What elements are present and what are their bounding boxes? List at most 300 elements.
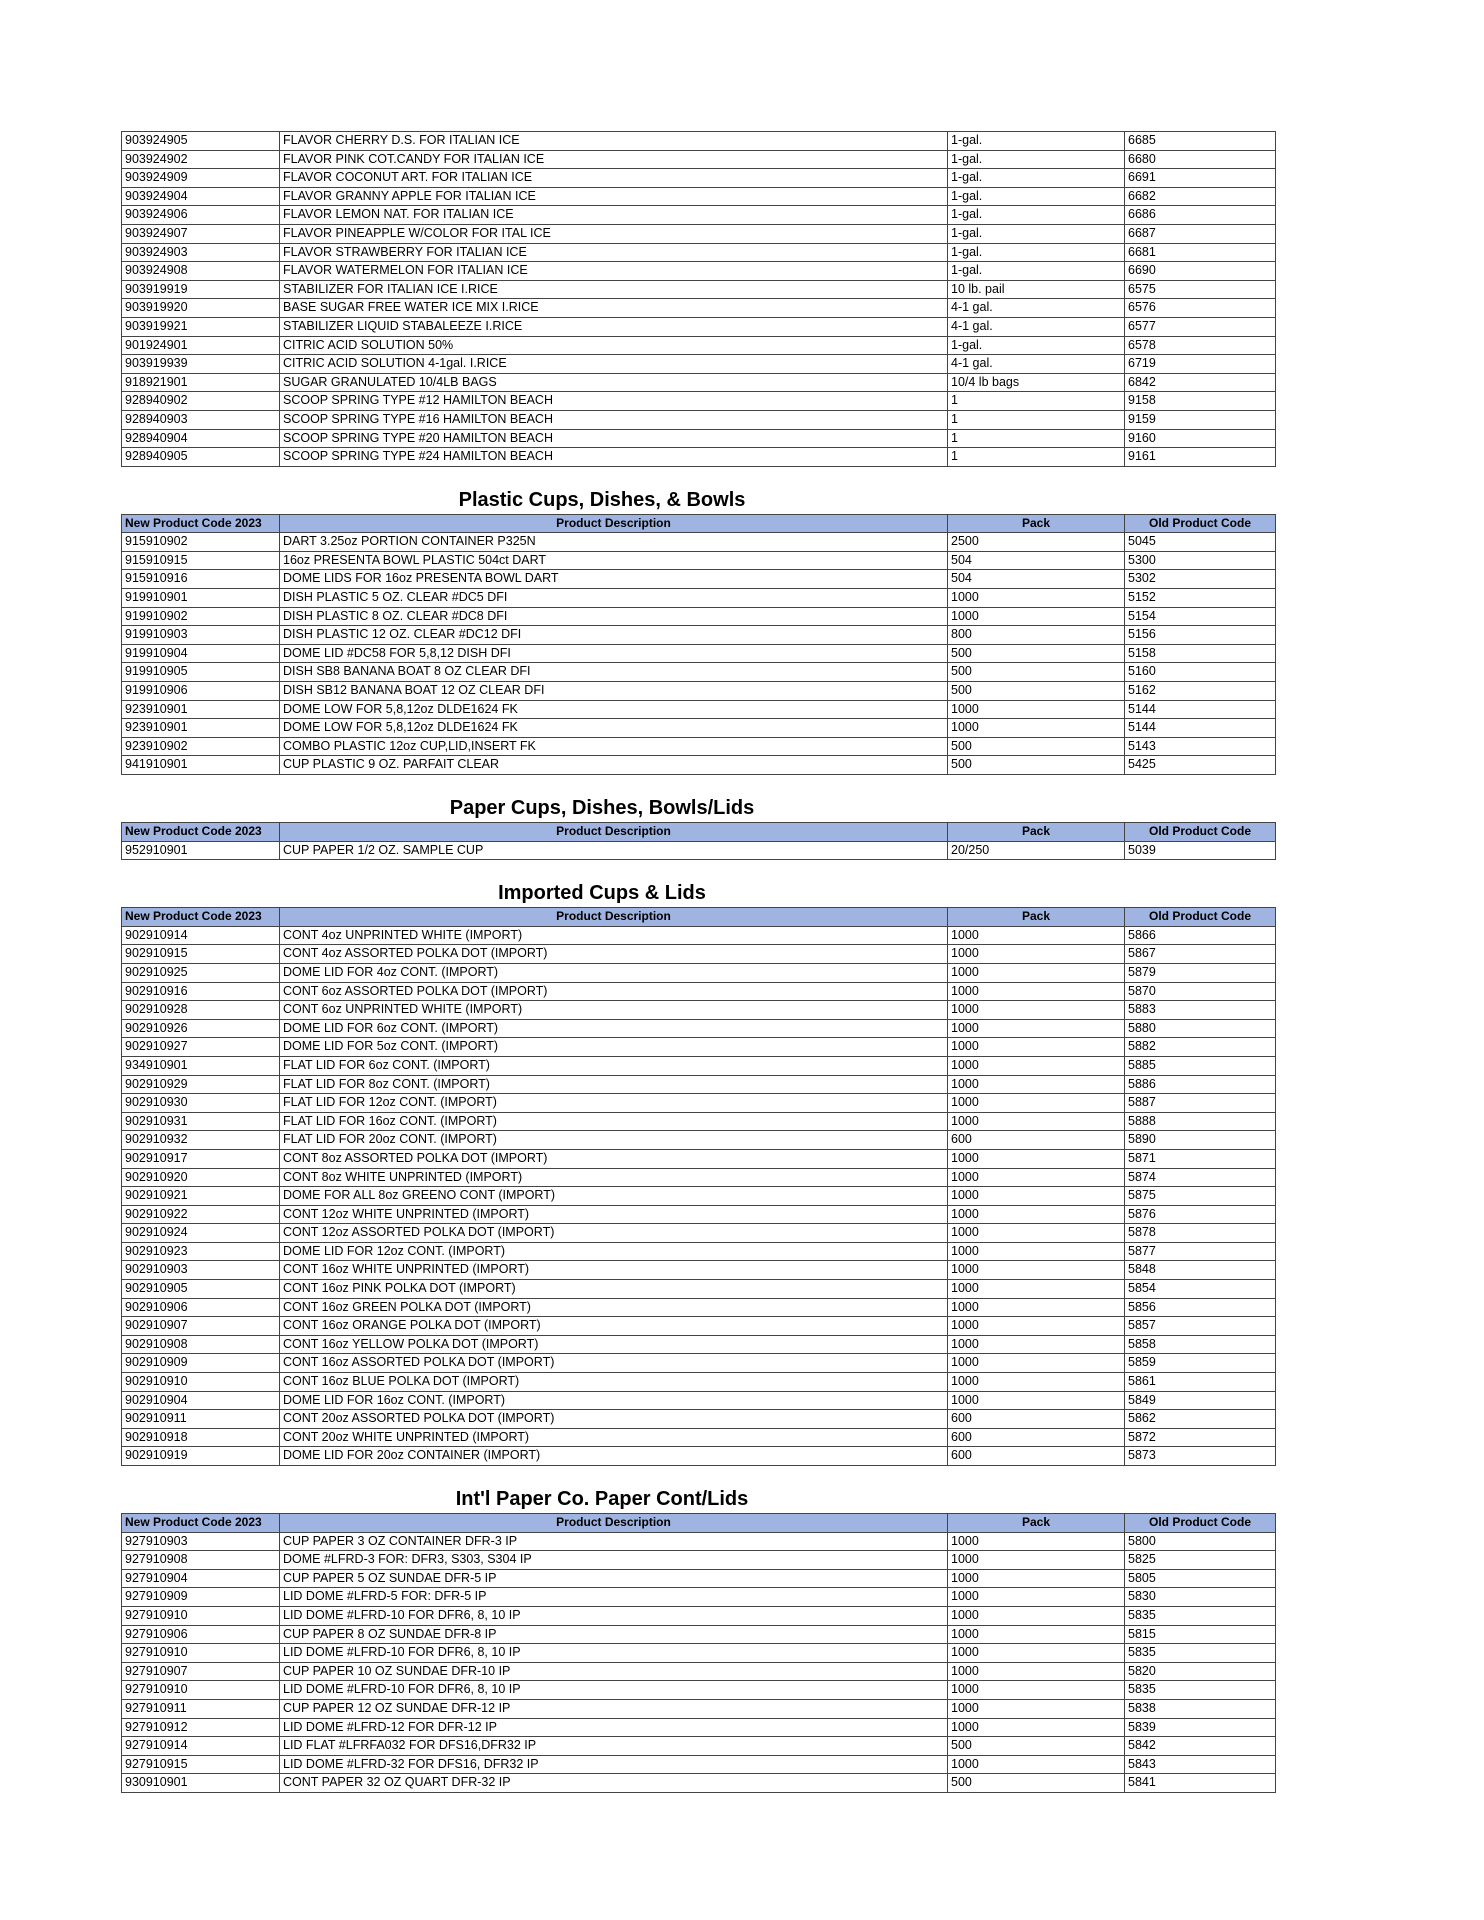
table-row <box>122 1681 1276 1700</box>
pack-cell: 1000 <box>948 607 1125 626</box>
product-description-cell: DISH PLASTIC 8 OZ. CLEAR #DC8 DFI <box>280 607 948 626</box>
new-product-code-cell: 919910905 <box>122 663 280 682</box>
product-description-cell: CONT 8oz WHITE UNPRINTED (IMPORT) <box>280 1168 948 1187</box>
pack-cell: 1000 <box>948 1149 1125 1168</box>
new-product-code-cell: 902910920 <box>122 1168 280 1187</box>
new-product-code-cell: 902910932 <box>122 1131 280 1150</box>
old-product-code-cell: 5858 <box>1125 1335 1276 1354</box>
pack-cell: 1000 <box>948 1625 1125 1644</box>
table-row <box>122 1280 1276 1299</box>
table-row <box>122 982 1276 1001</box>
table-row <box>122 963 1276 982</box>
table-row <box>122 1094 1276 1113</box>
product-table <box>121 131 1276 467</box>
pack-cell: 500 <box>948 737 1125 756</box>
pack-cell: 1000 <box>948 1298 1125 1317</box>
product-description-cell: CONT 20oz WHITE UNPRINTED (IMPORT) <box>280 1428 948 1447</box>
new-product-code-cell: 919910904 <box>122 644 280 663</box>
old-product-code-cell: 5156 <box>1125 626 1276 645</box>
product-description-cell: CONT 6oz ASSORTED POLKA DOT (IMPORT) <box>280 982 948 1001</box>
product-description-cell: STABILIZER FOR ITALIAN ICE I.RICE <box>280 280 948 299</box>
product-description-cell: DOME #LFRD-3 FOR: DFR3, S303, S304 IP <box>280 1551 948 1570</box>
table-row <box>122 355 1276 374</box>
table-row <box>122 1718 1276 1737</box>
table-row <box>122 1588 1276 1607</box>
new-product-code-cell: 903924908 <box>122 262 280 281</box>
table-row <box>122 1569 1276 1588</box>
new-product-code-cell: 902910919 <box>122 1447 280 1466</box>
header-pack: Pack <box>948 908 1125 927</box>
new-product-code-cell: 903924909 <box>122 169 280 188</box>
old-product-code-cell: 5425 <box>1125 756 1276 775</box>
header-new-product-code: New Product Code 2023 <box>122 1514 280 1533</box>
product-description-cell: FLAT LID FOR 12oz CONT. (IMPORT) <box>280 1094 948 1113</box>
table-row <box>122 1242 1276 1261</box>
product-description-cell: DOME LID #DC58 FOR 5,8,12 DISH DFI <box>280 644 948 663</box>
pack-cell: 1000 <box>948 1718 1125 1737</box>
new-product-code-cell: 923910901 <box>122 700 280 719</box>
pack-cell: 1-gal. <box>948 187 1125 206</box>
new-product-code-cell: 902910905 <box>122 1280 280 1299</box>
product-description-cell: DISH SB8 BANANA BOAT 8 OZ CLEAR DFI <box>280 663 948 682</box>
table-row <box>122 280 1276 299</box>
old-product-code-cell: 6842 <box>1125 373 1276 392</box>
table-row <box>122 1112 1276 1131</box>
old-product-code-cell: 6575 <box>1125 280 1276 299</box>
pack-cell: 1000 <box>948 1168 1125 1187</box>
product-description-cell: FLAVOR LEMON NAT. FOR ITALIAN ICE <box>280 206 948 225</box>
new-product-code-cell: 952910901 <box>122 841 280 860</box>
old-product-code-cell: 6578 <box>1125 336 1276 355</box>
old-product-code-cell: 5874 <box>1125 1168 1276 1187</box>
new-product-code-cell: 902910918 <box>122 1428 280 1447</box>
pack-cell: 1000 <box>948 926 1125 945</box>
pack-cell: 1000 <box>948 1755 1125 1774</box>
table-header-row <box>122 823 1276 842</box>
product-description-cell: CONT 16oz BLUE POLKA DOT (IMPORT) <box>280 1373 948 1392</box>
new-product-code-cell: 902910923 <box>122 1242 280 1261</box>
new-product-code-cell: 903924902 <box>122 150 280 169</box>
pack-cell: 1-gal. <box>948 243 1125 262</box>
old-product-code-cell: 5143 <box>1125 737 1276 756</box>
product-description-cell: SUGAR GRANULATED 10/4LB BAGS <box>280 373 948 392</box>
header-new-product-code: New Product Code 2023 <box>122 823 280 842</box>
pack-cell: 1000 <box>948 1551 1125 1570</box>
pack-cell: 1000 <box>948 1681 1125 1700</box>
product-description-cell: CONT 16oz ASSORTED POLKA DOT (IMPORT) <box>280 1354 948 1373</box>
product-table <box>121 907 1276 1466</box>
new-product-code-cell: 903924905 <box>122 132 280 151</box>
table-row <box>122 1019 1276 1038</box>
new-product-code-cell: 927910906 <box>122 1625 280 1644</box>
table-row <box>122 224 1276 243</box>
old-product-code-cell: 5830 <box>1125 1588 1276 1607</box>
old-product-code-cell: 5890 <box>1125 1131 1276 1150</box>
old-product-code-cell: 5877 <box>1125 1242 1276 1261</box>
new-product-code-cell: 919910906 <box>122 682 280 701</box>
new-product-code-cell: 902910925 <box>122 963 280 982</box>
table-header-row <box>122 1514 1276 1533</box>
pack-cell: 1-gal. <box>948 206 1125 225</box>
old-product-code-cell: 5805 <box>1125 1569 1276 1588</box>
old-product-code-cell: 6690 <box>1125 262 1276 281</box>
table-row <box>122 317 1276 336</box>
old-product-code-cell: 5856 <box>1125 1298 1276 1317</box>
new-product-code-cell: 915910902 <box>122 533 280 552</box>
old-product-code-cell: 5888 <box>1125 1112 1276 1131</box>
product-description-cell: CITRIC ACID SOLUTION 50% <box>280 336 948 355</box>
new-product-code-cell: 923910902 <box>122 737 280 756</box>
old-product-code-cell: 5835 <box>1125 1681 1276 1700</box>
table-row <box>122 1001 1276 1020</box>
product-description-cell: DOME LID FOR 5oz CONT. (IMPORT) <box>280 1038 948 1057</box>
header-old-product-code: Old Product Code <box>1125 823 1276 842</box>
table-row <box>122 551 1276 570</box>
new-product-code-cell: 902910926 <box>122 1019 280 1038</box>
product-table <box>121 514 1276 775</box>
old-product-code-cell: 6680 <box>1125 150 1276 169</box>
product-description-cell: 16oz PRESENTA BOWL PLASTIC 504ct DART <box>280 551 948 570</box>
product-description-cell: CUP PAPER 3 OZ CONTAINER DFR-3 IP <box>280 1532 948 1551</box>
table-row <box>122 206 1276 225</box>
pack-cell: 1000 <box>948 1094 1125 1113</box>
table-row <box>122 1625 1276 1644</box>
table-row <box>122 299 1276 318</box>
new-product-code-cell: 903924907 <box>122 224 280 243</box>
old-product-code-cell: 6576 <box>1125 299 1276 318</box>
pack-cell: 1000 <box>948 1224 1125 1243</box>
header-old-product-code: Old Product Code <box>1125 514 1276 533</box>
product-description-cell: DISH PLASTIC 12 OZ. CLEAR #DC12 DFI <box>280 626 948 645</box>
pack-cell: 2500 <box>948 533 1125 552</box>
product-description-cell: BASE SUGAR FREE WATER ICE MIX I.RICE <box>280 299 948 318</box>
old-product-code-cell: 5872 <box>1125 1428 1276 1447</box>
old-product-code-cell: 6685 <box>1125 132 1276 151</box>
old-product-code-cell: 5843 <box>1125 1755 1276 1774</box>
product-description-cell: FLAVOR STRAWBERRY FOR ITALIAN ICE <box>280 243 948 262</box>
product-description-cell: CUP PAPER 8 OZ SUNDAE DFR-8 IP <box>280 1625 948 1644</box>
old-product-code-cell: 5300 <box>1125 551 1276 570</box>
new-product-code-cell: 902910929 <box>122 1075 280 1094</box>
table-row <box>122 392 1276 411</box>
product-description-cell: CONT 8oz ASSORTED POLKA DOT (IMPORT) <box>280 1149 948 1168</box>
pack-cell: 1000 <box>948 700 1125 719</box>
pack-cell: 800 <box>948 626 1125 645</box>
header-old-product-code: Old Product Code <box>1125 1514 1276 1533</box>
pack-cell: 20/250 <box>948 841 1125 860</box>
header-pack: Pack <box>948 1514 1125 1533</box>
table-row <box>122 336 1276 355</box>
old-product-code-cell: 5857 <box>1125 1317 1276 1336</box>
table-row <box>122 841 1276 860</box>
old-product-code-cell: 6687 <box>1125 224 1276 243</box>
product-description-cell: DOME LOW FOR 5,8,12oz DLDE1624 FK <box>280 700 948 719</box>
pack-cell: 1000 <box>948 1187 1125 1206</box>
product-description-cell: DISH SB12 BANANA BOAT 12 OZ CLEAR DFI <box>280 682 948 701</box>
product-description-cell: SCOOP SPRING TYPE #12 HAMILTON BEACH <box>280 392 948 411</box>
old-product-code-cell: 6691 <box>1125 169 1276 188</box>
old-product-code-cell: 5879 <box>1125 963 1276 982</box>
old-product-code-cell: 5886 <box>1125 1075 1276 1094</box>
new-product-code-cell: 927910910 <box>122 1606 280 1625</box>
product-description-cell: FLAT LID FOR 16oz CONT. (IMPORT) <box>280 1112 948 1131</box>
table-row <box>122 187 1276 206</box>
pack-cell: 1-gal. <box>948 262 1125 281</box>
pack-cell: 4-1 gal. <box>948 317 1125 336</box>
new-product-code-cell: 902910903 <box>122 1261 280 1280</box>
table-row <box>122 1335 1276 1354</box>
pack-cell: 1000 <box>948 1261 1125 1280</box>
product-table <box>121 1513 1276 1793</box>
product-description-cell: DOME LID FOR 4oz CONT. (IMPORT) <box>280 963 948 982</box>
pack-cell: 4-1 gal. <box>948 355 1125 374</box>
new-product-code-cell: 902910922 <box>122 1205 280 1224</box>
new-product-code-cell: 902910928 <box>122 1001 280 1020</box>
product-description-cell: COMBO PLASTIC 12oz CUP,LID,INSERT FK <box>280 737 948 756</box>
new-product-code-cell: 919910902 <box>122 607 280 626</box>
product-description-cell: CONT 12oz WHITE UNPRINTED (IMPORT) <box>280 1205 948 1224</box>
old-product-code-cell: 5815 <box>1125 1625 1276 1644</box>
pack-cell: 500 <box>948 756 1125 775</box>
new-product-code-cell: 928940903 <box>122 410 280 429</box>
pack-cell: 4-1 gal. <box>948 299 1125 318</box>
pack-cell: 500 <box>948 644 1125 663</box>
product-description-cell: FLAVOR COCONUT ART. FOR ITALIAN ICE <box>280 169 948 188</box>
table-row <box>122 644 1276 663</box>
old-product-code-cell: 5839 <box>1125 1718 1276 1737</box>
product-description-cell: CONT 4oz UNPRINTED WHITE (IMPORT) <box>280 926 948 945</box>
pack-cell: 500 <box>948 1737 1125 1756</box>
old-product-code-cell: 5849 <box>1125 1391 1276 1410</box>
table-row <box>122 169 1276 188</box>
new-product-code-cell: 915910916 <box>122 570 280 589</box>
table-row <box>122 1662 1276 1681</box>
header-old-product-code: Old Product Code <box>1125 908 1276 927</box>
old-product-code-cell: 5848 <box>1125 1261 1276 1280</box>
old-product-code-cell: 5867 <box>1125 945 1276 964</box>
old-product-code-cell: 5862 <box>1125 1410 1276 1429</box>
header-new-product-code: New Product Code 2023 <box>122 514 280 533</box>
table-row <box>122 1551 1276 1570</box>
old-product-code-cell: 5039 <box>1125 841 1276 860</box>
header-new-product-code: New Product Code 2023 <box>122 908 280 927</box>
product-description-cell: STABILIZER LIQUID STABALEEZE I.RICE <box>280 317 948 336</box>
table-row <box>122 262 1276 281</box>
new-product-code-cell: 903924904 <box>122 187 280 206</box>
new-product-code-cell: 903924906 <box>122 206 280 225</box>
new-product-code-cell: 902910927 <box>122 1038 280 1057</box>
pack-cell: 1-gal. <box>948 132 1125 151</box>
table-row <box>122 945 1276 964</box>
table-row <box>122 570 1276 589</box>
new-product-code-cell: 902910924 <box>122 1224 280 1243</box>
table-row <box>122 719 1276 738</box>
new-product-code-cell: 902910907 <box>122 1317 280 1336</box>
product-description-cell: FLAVOR PINEAPPLE W/COLOR FOR ITAL ICE <box>280 224 948 243</box>
product-description-cell: CUP PLASTIC 9 OZ. PARFAIT CLEAR <box>280 756 948 775</box>
product-description-cell: CONT 6oz UNPRINTED WHITE (IMPORT) <box>280 1001 948 1020</box>
pack-cell: 1 <box>948 410 1125 429</box>
old-product-code-cell: 6681 <box>1125 243 1276 262</box>
product-description-cell: CUP PAPER 10 OZ SUNDAE DFR-10 IP <box>280 1662 948 1681</box>
new-product-code-cell: 903924903 <box>122 243 280 262</box>
old-product-code-cell: 5144 <box>1125 719 1276 738</box>
table-row <box>122 1373 1276 1392</box>
pack-cell: 10/4 lb bags <box>948 373 1125 392</box>
pack-cell: 1000 <box>948 1019 1125 1038</box>
old-product-code-cell: 5154 <box>1125 607 1276 626</box>
new-product-code-cell: 902910921 <box>122 1187 280 1206</box>
pack-cell: 1000 <box>948 1056 1125 1075</box>
product-description-cell: DOME LID FOR 20oz CONTAINER (IMPORT) <box>280 1447 948 1466</box>
product-description-cell: FLAT LID FOR 6oz CONT. (IMPORT) <box>280 1056 948 1075</box>
pack-cell: 1-gal. <box>948 150 1125 169</box>
old-product-code-cell: 6577 <box>1125 317 1276 336</box>
table-row <box>122 1038 1276 1057</box>
old-product-code-cell: 5873 <box>1125 1447 1276 1466</box>
new-product-code-cell: 902910911 <box>122 1410 280 1429</box>
old-product-code-cell: 5842 <box>1125 1737 1276 1756</box>
old-product-code-cell: 5883 <box>1125 1001 1276 1020</box>
new-product-code-cell: 930910901 <box>122 1774 280 1793</box>
header-pack: Pack <box>948 514 1125 533</box>
new-product-code-cell: 902910904 <box>122 1391 280 1410</box>
old-product-code-cell: 9159 <box>1125 410 1276 429</box>
pack-cell: 1000 <box>948 589 1125 608</box>
new-product-code-cell: 919910901 <box>122 589 280 608</box>
new-product-code-cell: 927910904 <box>122 1569 280 1588</box>
old-product-code-cell: 5859 <box>1125 1354 1276 1373</box>
pack-cell: 1000 <box>948 1532 1125 1551</box>
product-description-cell: DOME LID FOR 16oz CONT. (IMPORT) <box>280 1391 948 1410</box>
pack-cell: 600 <box>948 1131 1125 1150</box>
header-product-description: Product Description <box>280 823 948 842</box>
product-description-cell: SCOOP SPRING TYPE #16 HAMILTON BEACH <box>280 410 948 429</box>
new-product-code-cell: 927910907 <box>122 1662 280 1681</box>
old-product-code-cell: 5162 <box>1125 682 1276 701</box>
table-row <box>122 1205 1276 1224</box>
old-product-code-cell: 5870 <box>1125 982 1276 1001</box>
table-row <box>122 1410 1276 1429</box>
header-product-description: Product Description <box>280 514 948 533</box>
pack-cell: 1000 <box>948 1335 1125 1354</box>
pack-cell: 1000 <box>948 945 1125 964</box>
pack-cell: 1000 <box>948 1644 1125 1663</box>
product-description-cell: FLAVOR PINK COT.CANDY FOR ITALIAN ICE <box>280 150 948 169</box>
new-product-code-cell: 919910903 <box>122 626 280 645</box>
table-row <box>122 373 1276 392</box>
old-product-code-cell: 5878 <box>1125 1224 1276 1243</box>
pack-cell: 1 <box>948 392 1125 411</box>
old-product-code-cell: 5045 <box>1125 533 1276 552</box>
product-description-cell: CONT 20oz ASSORTED POLKA DOT (IMPORT) <box>280 1410 948 1429</box>
product-description-cell: CONT 16oz ORANGE POLKA DOT (IMPORT) <box>280 1317 948 1336</box>
old-product-code-cell: 5152 <box>1125 589 1276 608</box>
new-product-code-cell: 903919920 <box>122 299 280 318</box>
old-product-code-cell: 5880 <box>1125 1019 1276 1038</box>
new-product-code-cell: 927910914 <box>122 1737 280 1756</box>
product-description-cell: LID DOME #LFRD-5 FOR: DFR-5 IP <box>280 1588 948 1607</box>
pack-cell: 1000 <box>948 1391 1125 1410</box>
table-row <box>122 1056 1276 1075</box>
new-product-code-cell: 928940904 <box>122 429 280 448</box>
table-row <box>122 1755 1276 1774</box>
old-product-code-cell: 5800 <box>1125 1532 1276 1551</box>
product-description-cell: SCOOP SPRING TYPE #20 HAMILTON BEACH <box>280 429 948 448</box>
table-row <box>122 589 1276 608</box>
table-row <box>122 1317 1276 1336</box>
table-row <box>122 1298 1276 1317</box>
product-description-cell: LID DOME #LFRD-10 FOR DFR6, 8, 10 IP <box>280 1644 948 1663</box>
table-row <box>122 243 1276 262</box>
product-description-cell: FLAVOR GRANNY APPLE FOR ITALIAN ICE <box>280 187 948 206</box>
pack-cell: 1000 <box>948 1075 1125 1094</box>
product-description-cell: FLAVOR WATERMELON FOR ITALIAN ICE <box>280 262 948 281</box>
product-description-cell: FLAT LID FOR 20oz CONT. (IMPORT) <box>280 1131 948 1150</box>
product-description-cell: CUP PAPER 5 OZ SUNDAE DFR-5 IP <box>280 1569 948 1588</box>
table-row <box>122 700 1276 719</box>
pack-cell: 1000 <box>948 982 1125 1001</box>
pack-cell: 1-gal. <box>948 169 1125 188</box>
product-description-cell: LID DOME #LFRD-10 FOR DFR6, 8, 10 IP <box>280 1681 948 1700</box>
table-row <box>122 663 1276 682</box>
pack-cell: 600 <box>948 1428 1125 1447</box>
product-description-cell: CONT 16oz WHITE UNPRINTED (IMPORT) <box>280 1261 948 1280</box>
pack-cell: 10 lb. pail <box>948 280 1125 299</box>
table-row <box>122 533 1276 552</box>
new-product-code-cell: 902910916 <box>122 982 280 1001</box>
product-description-cell: CONT PAPER 32 OZ QUART DFR-32 IP <box>280 1774 948 1793</box>
old-product-code-cell: 5158 <box>1125 644 1276 663</box>
new-product-code-cell: 928940902 <box>122 392 280 411</box>
product-description-cell: DOME LID FOR 6oz CONT. (IMPORT) <box>280 1019 948 1038</box>
table-row <box>122 429 1276 448</box>
pack-cell: 1000 <box>948 1280 1125 1299</box>
table-header-row <box>122 514 1276 533</box>
new-product-code-cell: 901924901 <box>122 336 280 355</box>
new-product-code-cell: 928940905 <box>122 448 280 467</box>
new-product-code-cell: 902910906 <box>122 1298 280 1317</box>
new-product-code-cell: 902910908 <box>122 1335 280 1354</box>
product-description-cell: DOME LOW FOR 5,8,12oz DLDE1624 FK <box>280 719 948 738</box>
header-product-description: Product Description <box>280 908 948 927</box>
product-description-cell: LID FLAT #LFRFA032 FOR DFS16,DFR32 IP <box>280 1737 948 1756</box>
old-product-code-cell: 5854 <box>1125 1280 1276 1299</box>
product-description-cell: LID DOME #LFRD-12 FOR DFR-12 IP <box>280 1718 948 1737</box>
pack-cell: 1-gal. <box>948 336 1125 355</box>
pack-cell: 500 <box>948 663 1125 682</box>
header-pack: Pack <box>948 823 1125 842</box>
section-title: Int'l Paper Co. Paper Cont/Lids <box>455 1488 749 1510</box>
table-row <box>122 1532 1276 1551</box>
product-description-cell: FLAVOR CHERRY D.S. FOR ITALIAN ICE <box>280 132 948 151</box>
pack-cell: 504 <box>948 551 1125 570</box>
old-product-code-cell: 5825 <box>1125 1551 1276 1570</box>
new-product-code-cell: 927910911 <box>122 1699 280 1718</box>
old-product-code-cell: 5841 <box>1125 1774 1276 1793</box>
pack-cell: 1000 <box>948 1354 1125 1373</box>
product-table <box>121 822 1276 860</box>
pack-cell: 1000 <box>948 1317 1125 1336</box>
new-product-code-cell: 918921901 <box>122 373 280 392</box>
new-product-code-cell: 902910930 <box>122 1094 280 1113</box>
table-row <box>122 410 1276 429</box>
pack-cell: 1000 <box>948 1242 1125 1261</box>
product-description-cell: CONT 12oz ASSORTED POLKA DOT (IMPORT) <box>280 1224 948 1243</box>
table-row <box>122 448 1276 467</box>
pack-cell: 600 <box>948 1410 1125 1429</box>
new-product-code-cell: 902910914 <box>122 926 280 945</box>
